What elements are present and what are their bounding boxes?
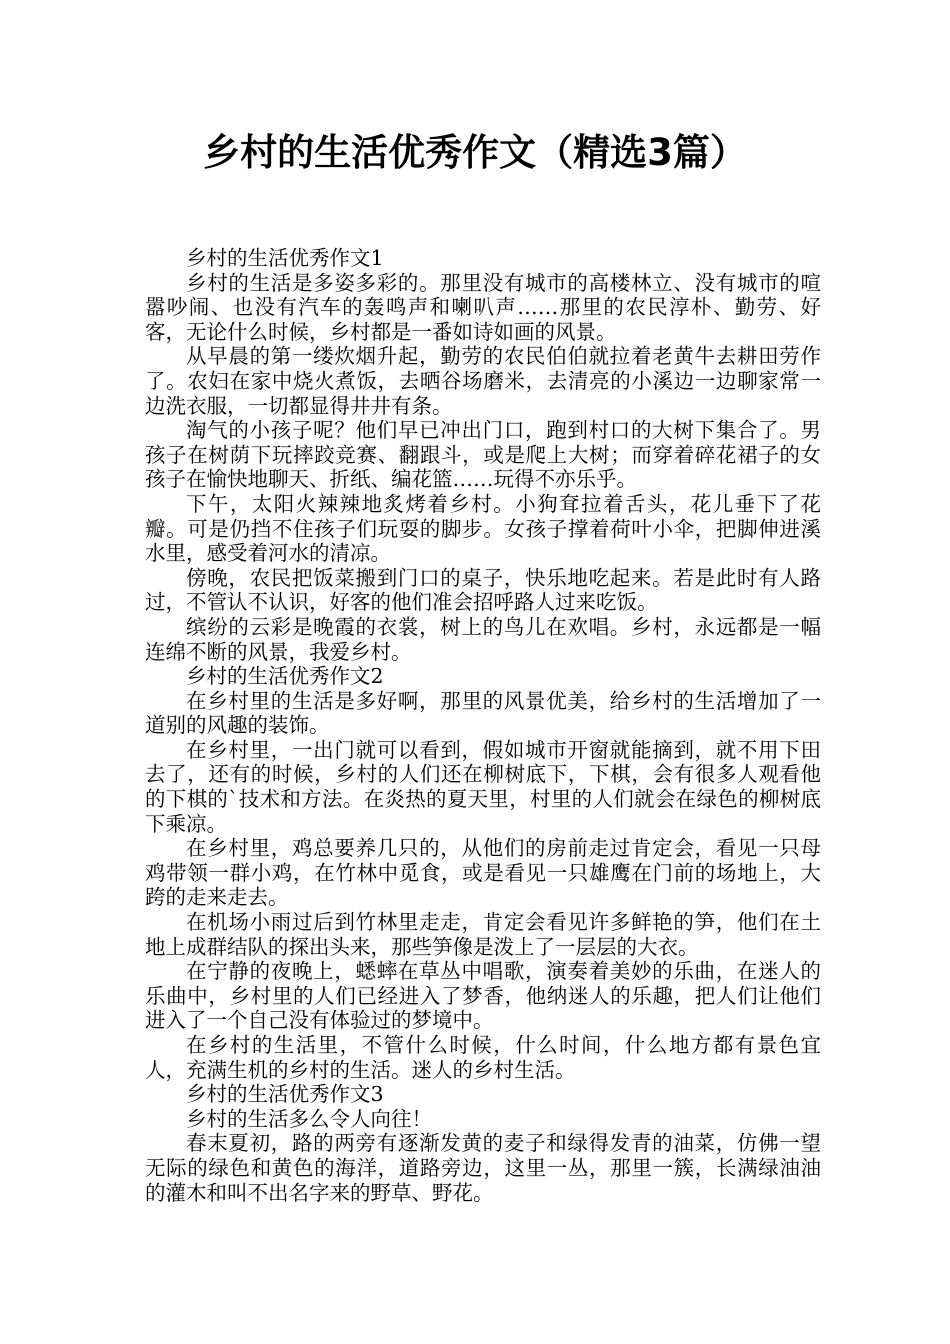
paragraph: 春末夏初，路的两旁有逐渐发黄的麦子和绿得发青的油菜，仿佛一望无际的绿色和黄色的海洋，道路旁边，这里一丛，那里一簇，长满绿油油的灌木和叫不出名字来的野草、野花。 bbox=[145, 1131, 821, 1205]
paragraph: 在乡村的生活里，不管什么时候，什么时间，什么地方都有景色宜人，充满生机的乡村的生活。迷人的乡村生活。 bbox=[145, 1033, 821, 1082]
paragraph: 在乡村里的生活是多好啊，那里的风景优美，给乡村的生活增加了一道别的风趣的装饰。 bbox=[145, 688, 821, 738]
document-body bbox=[145, 246, 821, 1205]
paragraph: 淘气的小孩子呢？他们早已冲出门口，跑到村口的大树下集合了。男孩子在树荫下玩摔跤竞赛、翻跟斗，或是爬上大树；而穿着碎花裙子的女孩子在愉快地聊天、折纸、编花篮……玩得不亦乐乎。 bbox=[145, 418, 821, 492]
paragraph: 在乡村里，一出门就可以看到，假如城市开窗就能摘到，就不用下田去了，还有的时候，乡村的人们还在柳树底下，下棋，会有很多人观看他的下棋的`技术和方法。在炎热的夏天里，村里的人们就会在绿色的柳树底下乘凉。 bbox=[145, 737, 821, 836]
paragraph: 下午，太阳火辣辣地炙烤着乡村。小狗耷拉着舌头，花儿垂下了花瓣。可是仍挡不住孩子们玩耍的脚步。女孩子撑着荷叶小伞，把脚伸进溪水里，感受着河水的清凉。 bbox=[145, 491, 821, 566]
section-heading-1: 乡村的生活优秀作文1 bbox=[186, 246, 384, 270]
section-heading-2: 乡村的生活优秀作文2 bbox=[186, 664, 384, 689]
document-title: 乡村的生活优秀作文（精选3篇） bbox=[203, 131, 747, 174]
paragraph: 乡村的生活是多姿多彩的。那里没有城市的高楼林立、没有城市的喧嚣吵闹、也没有汽车的轰鸣声和喇叭声……那里的农民淳朴、勤劳、好客，无论什么时候，乡村都是一番如诗如画的风景。 bbox=[145, 270, 821, 344]
section-heading-3: 乡村的生活优秀作文3 bbox=[186, 1082, 384, 1107]
paragraph: 从早晨的第一缕炊烟升起，勤劳的农民伯伯就拉着老黄牛去耕田劳作了。农妇在家中烧火煮饭，去晒谷场磨米，去清亮的小溪边一边聊家常一边洗衣服，一切都显得井井有条。 bbox=[145, 344, 821, 418]
paragraph: 傍晚，农民把饭菜搬到门口的桌子，快乐地吃起来。若是此时有人路过，不管认不认识，好客的他们准会招呼路人过来吃饭。 bbox=[145, 565, 821, 615]
paragraph: 在宁静的夜晚上，蟋蟀在草丛中唱歌，演奏着美妙的乐曲，在迷人的乐曲中，乡村里的人们已经进入了梦香，他纳迷人的乐趣，把人们让他们进入了一个自己没有体验过的梦境中。 bbox=[145, 959, 821, 1033]
paragraph: 缤纷的云彩是晚霞的衣裳，树上的鸟儿在欢唱。乡村，永远都是一幅连绵不断的风景，我爱乡村。 bbox=[145, 614, 821, 664]
paragraph: 乡村的生活多么令人向往！ bbox=[186, 1106, 432, 1131]
paragraph: 在机场小雨过后到竹林里走走，肯定会看见许多鲜艳的笋，他们在土地上成群结队的探出头来，那些笋像是泼上了一层层的大衣。 bbox=[145, 910, 821, 959]
paragraph: 在乡村里，鸡总要养几只的，从他们的房前走过肯定会，看见一只母鸡带领一群小鸡，在竹林中觅食，或是看见一只雄鹰在门前的场地上，大跨的走来走去。 bbox=[145, 836, 821, 910]
